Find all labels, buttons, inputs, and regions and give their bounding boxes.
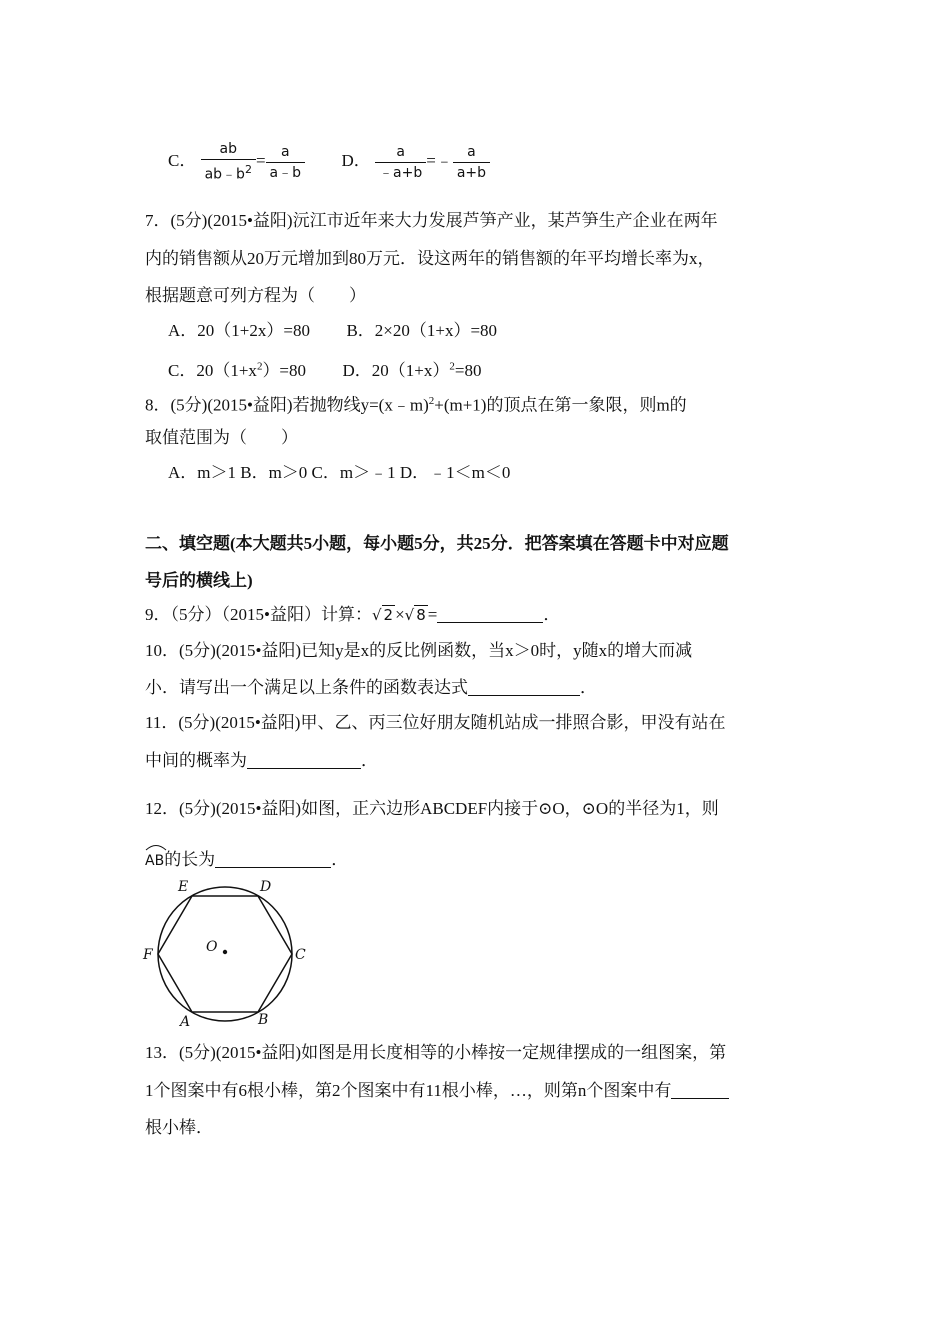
label-d: D (260, 879, 272, 895)
q6-d-right-numerator: a (453, 144, 490, 163)
q13-line-3: 根小棒． (145, 1118, 213, 1137)
q11-line-2 (145, 750, 378, 772)
q9-times-sign: × (395, 605, 405, 624)
q9-radicand-1: 2 (383, 606, 394, 624)
q13-line-1: 13．(5分)(2015•益阳)如图是用长度相等的小棒按一定规律摆成的一组图案，第 (145, 1043, 727, 1062)
q6-c-right-fraction (266, 144, 305, 181)
q7-option-c (168, 361, 306, 380)
q6-option-d-label: D． (341, 151, 371, 170)
q10-text: 小．请写出一个满足以上条件的函数表达式 (145, 678, 468, 697)
q12-period: ． (331, 850, 349, 869)
q7-c-exponent: 2 (256, 360, 263, 372)
q6-option-c-label: C． (168, 151, 197, 170)
q7-option-a: A．20（1+2x）=80 (168, 321, 310, 340)
q6-c-left-numerator: ab (201, 141, 256, 160)
q11-text: 中间的概率为 (145, 751, 247, 770)
q8-options: A．m＞1 B．m＞0 C．m＞﹣1 D．﹣1＜m＜0 (168, 463, 511, 482)
q13-text: 1个图案中有6根小棒，第2个图案中有11根小棒，…，则第n个图案中有 (145, 1081, 672, 1100)
q7-c-text-end: ）=80 (262, 360, 307, 380)
label-a: A (180, 1014, 191, 1030)
q9-sqrt-8: √ 8 (404, 606, 426, 624)
q11-answer-blank[interactable] (247, 752, 361, 769)
q7-line-1: 7．(5分)(2015•益阳)沅江市近年来大力发展芦笋产业，某芦笋生产企业在两年 (145, 211, 718, 230)
q13-line-2 (145, 1080, 729, 1102)
q7-d-text-end: =80 (454, 360, 482, 380)
q7-option-b: B．2×20（1+x）=80 (346, 321, 498, 340)
q12-arc-ab (145, 846, 164, 872)
q6-c-right-numerator: a (266, 144, 305, 163)
q8-text: 8．(5分)(2015•益阳)若抛物线y=(x﹣m) (145, 395, 429, 415)
section-2-heading-line-2: 号后的横线上) (145, 571, 253, 590)
q7-options-cd (168, 355, 482, 382)
label-b: B (258, 1012, 269, 1028)
q6-c-left-denominator (201, 160, 256, 183)
q6-d-left-denominator: ﹣a+b (379, 164, 423, 181)
q8-text-end: +(m+1)的顶点在第一象限，则m的 (434, 395, 687, 415)
q11-period: ． (361, 751, 378, 770)
center-point-o (223, 950, 227, 954)
q7-line-2: 内的销售额从20万元增加到80万元．设这两年的销售额的年平均增长率为x， (145, 249, 715, 268)
q7-d-exponent: 2 (449, 360, 455, 372)
q9-period: ． (543, 605, 561, 624)
q12-line-2 (145, 846, 348, 872)
q6-c-equals: = (255, 151, 266, 170)
q6-options (168, 140, 490, 183)
arc-symbol-icon (145, 843, 167, 851)
q6-d-right-fraction (453, 144, 490, 181)
q10-answer-blank[interactable] (468, 679, 580, 696)
q6-c-left-fraction (201, 141, 256, 183)
hexagon-in-circle-diagram (140, 878, 320, 1030)
q6-d-left-numerator: a (375, 144, 426, 163)
q6-d-equals: =﹣ (426, 151, 453, 170)
q10-period: ． (580, 678, 597, 697)
label-c: C (295, 947, 306, 963)
label-e: E (178, 879, 189, 895)
q9-equals: = (427, 605, 438, 624)
q12-text: 的长为 (164, 850, 216, 869)
hexagon-figure (140, 878, 320, 1035)
q9-answer-blank[interactable] (437, 606, 543, 623)
q8-line-1 (145, 390, 687, 417)
q7-option-d (343, 361, 482, 380)
q9-text: 9．（5分）（2015•益阳）计算： (145, 605, 372, 624)
section-2-heading-line-1: 二、填空题(本大题共5小题，每小题5分，共25分．把答案填在答题卡中对应题 (145, 534, 729, 553)
q12-answer-blank[interactable] (215, 851, 331, 868)
q11-line-1: 11．(5分)(2015•益阳)甲、乙、丙三位好朋友随机站成一排照合影，甲没有站在 (145, 713, 726, 732)
q13-answer-blank[interactable] (671, 1082, 729, 1099)
q10-line-1: 10．(5分)(2015•益阳)已知y是x的反比例函数，当x＞0时，y随x的增大而减 (145, 641, 693, 660)
q7-c-text: C．20（1+x (168, 360, 257, 380)
q6-d-right-denominator: a+b (456, 164, 487, 181)
q12-line-1: 12．(5分)(2015•益阳)如图，正六边形ABCDEF内接于⊙O，⊙O的半径为1，则 (145, 799, 719, 818)
q9-radicand-2: 8 (416, 606, 426, 624)
q7-d-text: D．20（1+x） (342, 360, 450, 380)
q7-line-3: 根据题意可列方程为（ ） (145, 286, 366, 305)
label-o: O (206, 939, 218, 955)
q9-line (145, 604, 560, 626)
q6-c-den-exponent: 2 (244, 163, 252, 177)
q6-d-left-fraction (375, 144, 426, 181)
q12-arc-label: AB (145, 853, 165, 869)
q6-c-right-denominator: a﹣b (269, 164, 302, 181)
q7-options-ab (168, 320, 497, 342)
q6-c-den-text: ab﹣b (204, 166, 245, 183)
label-f: F (143, 947, 153, 963)
q8-exponent: 2 (428, 395, 435, 407)
q8-line-2: 取值范围为（ ） (145, 428, 298, 447)
q10-line-2 (145, 677, 597, 699)
q9-sqrt-2: √ 2 (371, 606, 394, 624)
